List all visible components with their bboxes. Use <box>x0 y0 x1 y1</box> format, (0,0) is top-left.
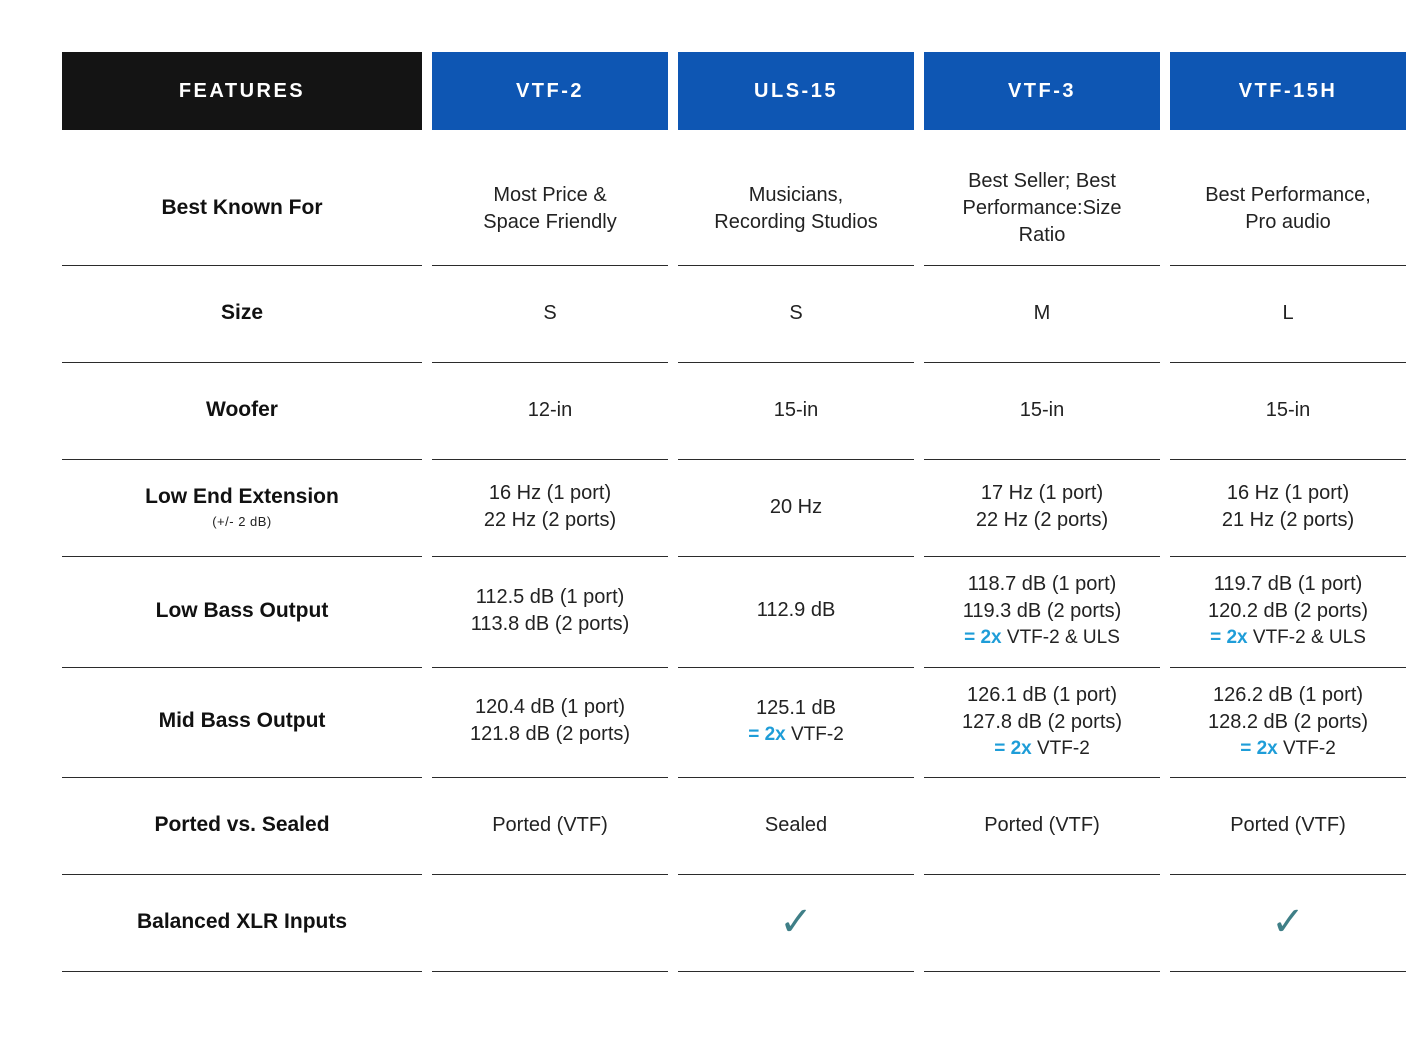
product-header-label: VTF-3 <box>1007 80 1077 102</box>
cell-line: 12-in <box>527 398 573 421</box>
cell-gap <box>422 266 432 363</box>
cell-gap <box>1160 557 1170 668</box>
cell-gap <box>914 875 924 972</box>
product-header-uls-15 <box>678 52 914 130</box>
cell-gap <box>914 668 924 779</box>
cell-line: Best Seller; Best <box>968 170 1116 192</box>
cell-gap <box>422 557 432 668</box>
cell-line: Most Price & <box>493 183 607 206</box>
cell-line: 15-in <box>1265 398 1311 421</box>
multiplier-line <box>1178 625 1398 651</box>
cell-gap <box>914 363 924 460</box>
multiplier-value: = 2x <box>1240 737 1278 759</box>
product-header-vtf-15h <box>1170 52 1406 130</box>
cell-line: Performance:Size <box>962 197 1122 219</box>
cell-vtf-15h <box>1170 266 1406 363</box>
multiplier-suffix: VTF-2 <box>1277 737 1336 759</box>
cell-line: 127.8 dB (2 ports) <box>961 710 1123 733</box>
cell-gap <box>668 154 678 266</box>
cell-gap <box>668 460 678 557</box>
row-feature-label <box>62 266 422 363</box>
cell-vtf-15h <box>1170 668 1406 779</box>
cell-line: Recording Studios <box>714 210 878 233</box>
cell-vtf-3 <box>924 668 1160 779</box>
cell-line: 120.2 dB (2 ports) <box>1207 600 1369 622</box>
row-feature-label <box>62 154 422 266</box>
cell-vtf-2 <box>432 266 668 363</box>
cell-uls-15 <box>678 557 914 668</box>
cell-gap <box>668 668 678 779</box>
row-feature-label <box>62 363 422 460</box>
cell-gap <box>914 557 924 668</box>
cell-vtf-15h <box>1170 875 1406 972</box>
cell-vtf-3 <box>924 557 1160 668</box>
cell-line: 125.1 dB <box>755 697 837 720</box>
cell-line: 15-in <box>1019 398 1065 421</box>
cell-line: 112.9 dB <box>756 599 836 622</box>
cell-line: Space Friendly <box>483 210 617 233</box>
cell-gap <box>1160 154 1170 266</box>
cell-line: 119.3 dB (2 ports) <box>962 600 1122 622</box>
cell-line: 120.4 dB (1 port) <box>474 696 626 719</box>
multiplier-suffix: VTF-2 <box>1031 737 1090 759</box>
features-header-cell <box>62 52 422 130</box>
features-header-label: FEATURES <box>178 80 306 102</box>
cell-gap <box>422 778 432 875</box>
cell-vtf-15h <box>1170 460 1406 557</box>
cell-vtf-2 <box>432 875 668 972</box>
cell-line: 112.5 dB (1 port) <box>475 585 625 608</box>
cell-gap <box>422 363 432 460</box>
cell-line: Ported (VTF) <box>1230 813 1346 836</box>
cell-line: 119.7 dB (1 port) <box>1213 573 1363 595</box>
feature-name: Ported vs. Sealed <box>154 813 330 837</box>
feature-name: Low End Extension <box>145 485 339 509</box>
feature-name: Balanced XLR Inputs <box>136 910 348 934</box>
cell-line: 128.2 dB (2 ports) <box>1207 710 1369 733</box>
table-row <box>62 266 1406 363</box>
multiplier-suffix: VTF-2 <box>785 724 844 746</box>
cell-gap <box>1160 875 1170 972</box>
cell-line: Pro audio <box>1245 210 1331 233</box>
cell-line: 16 Hz (1 port) <box>1226 482 1350 504</box>
cell-gap <box>422 875 432 972</box>
cell-uls-15 <box>678 266 914 363</box>
cell-uls-15 <box>678 460 914 557</box>
multiplier-value: = 2x <box>994 737 1032 759</box>
cell-vtf-2 <box>432 778 668 875</box>
multiplier-line <box>932 736 1152 762</box>
cell-line: Ported (VTF) <box>492 813 608 836</box>
table-row <box>62 875 1406 972</box>
cell-vtf-3 <box>924 266 1160 363</box>
multiplier-suffix: VTF-2 & ULS <box>1247 627 1366 648</box>
cell-line: Musicians, <box>748 183 844 206</box>
cell-vtf-2 <box>432 460 668 557</box>
row-feature-label <box>62 778 422 875</box>
cell-vtf-15h <box>1170 363 1406 460</box>
table-body <box>62 130 1406 972</box>
cell-uls-15 <box>678 363 914 460</box>
table-row <box>62 154 1406 266</box>
cell-gap <box>1160 460 1170 557</box>
multiplier-value: = 2x <box>748 724 786 746</box>
checkmark-icon: ✓ <box>779 899 813 944</box>
cell-gap <box>668 557 678 668</box>
cell-uls-15 <box>678 778 914 875</box>
feature-name: Size <box>220 300 264 324</box>
cell-line: 22 Hz (2 ports) <box>975 509 1109 531</box>
header-gap <box>422 52 432 130</box>
row-feature-label <box>62 668 422 779</box>
product-header-label: VTF-2 <box>515 80 585 102</box>
cell-gap <box>1160 778 1170 875</box>
cell-vtf-3 <box>924 460 1160 557</box>
cell-gap <box>668 875 678 972</box>
cell-line: S <box>543 301 557 324</box>
cell-line: 22 Hz (2 ports) <box>483 509 617 531</box>
product-header-vtf-2 <box>432 52 668 130</box>
feature-name: Low Bass Output <box>155 598 329 622</box>
cell-vtf-15h <box>1170 778 1406 875</box>
cell-line: 121.8 dB (2 ports) <box>469 723 631 746</box>
cell-line: 20 Hz <box>769 495 823 518</box>
cell-vtf-2 <box>432 363 668 460</box>
header-gap <box>914 52 924 130</box>
cell-vtf-3 <box>924 778 1160 875</box>
cell-vtf-3 <box>924 875 1160 972</box>
multiplier-suffix: VTF-2 & ULS <box>1001 627 1120 648</box>
cell-line: 126.1 dB (1 port) <box>966 683 1118 706</box>
cell-line: 21 Hz (2 ports) <box>1221 509 1355 531</box>
table-row <box>62 668 1406 779</box>
cell-line: 17 Hz (1 port) <box>980 482 1104 504</box>
table-row <box>62 460 1406 557</box>
feature-name: Best Known For <box>161 196 323 220</box>
cell-gap <box>1160 266 1170 363</box>
header-gap <box>1160 52 1170 130</box>
multiplier-value: = 2x <box>964 627 1002 648</box>
table-row <box>62 778 1406 875</box>
cell-gap <box>422 154 432 266</box>
cell-gap <box>1160 363 1170 460</box>
cell-line: 113.8 dB (2 ports) <box>470 612 630 635</box>
multiplier-line <box>932 625 1152 651</box>
cell-line: Ratio <box>1018 224 1066 246</box>
cell-gap <box>422 460 432 557</box>
table-row <box>62 363 1406 460</box>
cell-line: L <box>1282 301 1294 324</box>
table-row <box>62 557 1406 668</box>
cell-vtf-2 <box>432 557 668 668</box>
feature-name: Mid Bass Output <box>158 709 326 733</box>
cell-gap <box>668 778 678 875</box>
row-feature-label <box>62 557 422 668</box>
cell-line: 15-in <box>773 398 819 421</box>
table-header <box>62 52 1406 130</box>
row-feature-label <box>62 460 422 557</box>
empty-value <box>1039 911 1045 933</box>
multiplier-value: = 2x <box>1210 627 1248 648</box>
cell-line: S <box>789 301 803 324</box>
cell-vtf-2 <box>432 154 668 266</box>
cell-line: M <box>1033 301 1051 324</box>
cell-vtf-15h <box>1170 154 1406 266</box>
header-spacer-row <box>62 130 1406 154</box>
cell-gap <box>914 460 924 557</box>
product-header-label: VTF-15H <box>1238 80 1338 102</box>
cell-line: Sealed <box>764 813 828 836</box>
cell-gap <box>1160 668 1170 779</box>
cell-vtf-2 <box>432 668 668 779</box>
cell-line: 126.2 dB (1 port) <box>1212 683 1364 706</box>
cell-uls-15 <box>678 154 914 266</box>
checkmark-icon: ✓ <box>1271 899 1305 944</box>
cell-uls-15 <box>678 668 914 779</box>
cell-vtf-3 <box>924 154 1160 266</box>
cell-gap <box>914 266 924 363</box>
feature-sub-note: (+/- 2 dB) <box>212 514 272 530</box>
product-header-label: ULS-15 <box>754 80 838 102</box>
cell-line: Ported (VTF) <box>984 813 1100 836</box>
cell-line: 118.7 dB (1 port) <box>967 573 1117 595</box>
empty-value <box>547 911 553 933</box>
cell-gap <box>668 363 678 460</box>
cell-line: 16 Hz (1 port) <box>488 482 612 504</box>
cell-gap <box>668 266 678 363</box>
product-header-vtf-3 <box>924 52 1160 130</box>
cell-line: Best Performance, <box>1205 183 1371 206</box>
header-gap <box>668 52 678 130</box>
cell-vtf-15h <box>1170 557 1406 668</box>
cell-gap <box>422 668 432 779</box>
feature-name: Woofer <box>206 397 278 421</box>
cell-gap <box>914 154 924 266</box>
multiplier-line <box>1178 736 1398 762</box>
cell-gap <box>914 778 924 875</box>
cell-vtf-3 <box>924 363 1160 460</box>
product-comparison-table <box>62 52 1406 972</box>
row-feature-label <box>62 875 422 972</box>
multiplier-line <box>686 722 906 748</box>
cell-uls-15 <box>678 875 914 972</box>
